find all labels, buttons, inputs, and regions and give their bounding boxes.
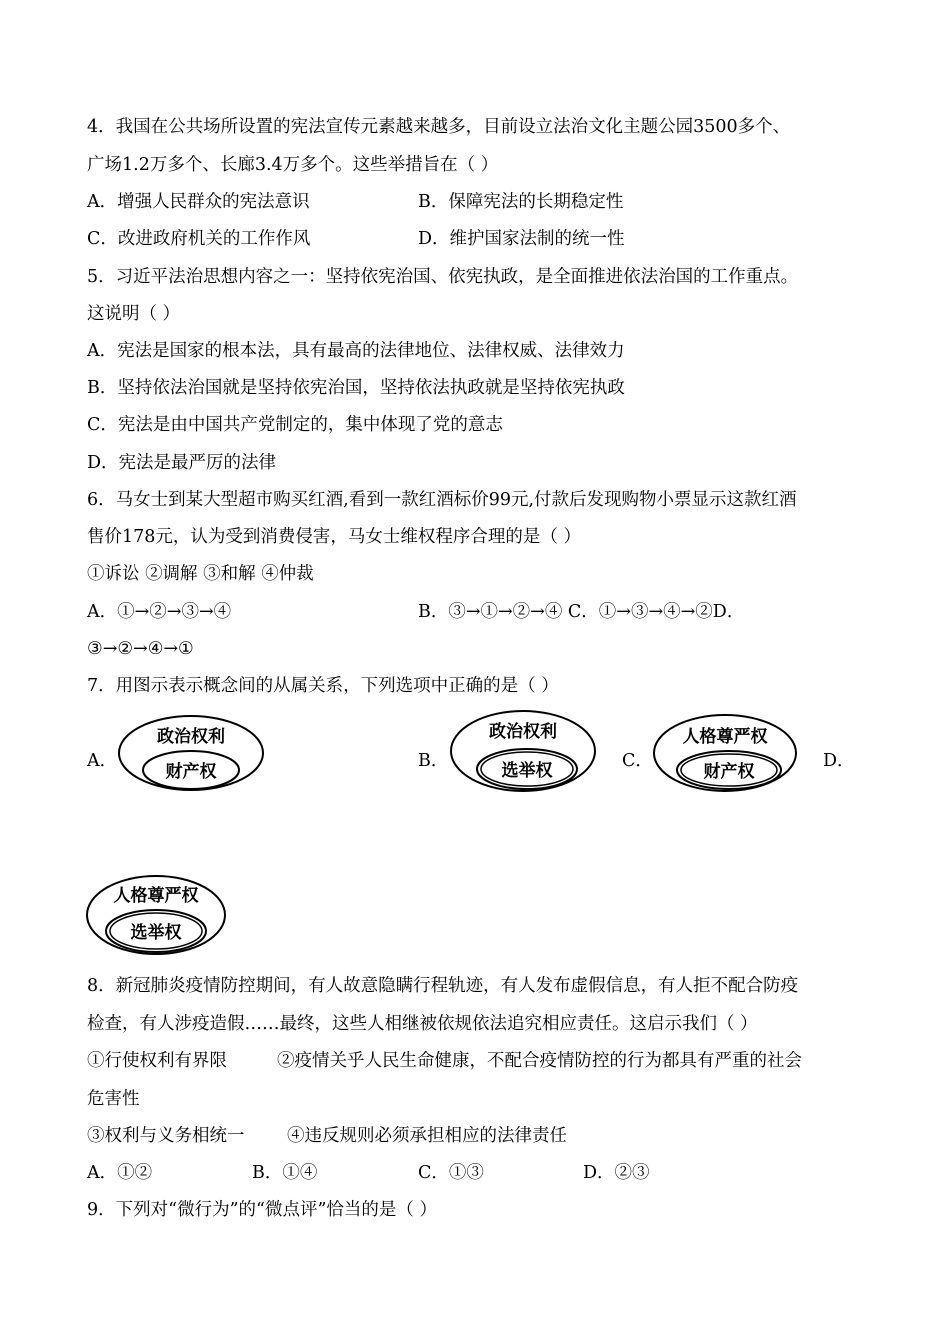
q7-option-b-label: B．: [418, 751, 449, 771]
q7-diagram-a-outer-label: 政治权利: [157, 727, 225, 747]
q8-stem-line1: 8．新冠肺炎疫情防控期间，有人故意隐瞒行程轨迹，有人发布虚假信息，有人拒不配合防疫: [87, 976, 799, 996]
q4-stem-line2: 广场1.2万多个、长廊3.4万多个。这些举措旨在（ ）: [87, 155, 499, 175]
q7-diagram-d: [84, 873, 228, 957]
q5-option-d: D．宪法是最严厉的法律: [87, 453, 277, 473]
q4-option-d: D．维护国家法制的统一性: [418, 229, 625, 249]
q8-option-c: C．①③: [418, 1163, 484, 1183]
q6-option-d-cont: ③→②→④→①: [87, 639, 194, 659]
q7-diagram-c-outer-label: 人格尊严权: [682, 727, 768, 747]
q5-option-c: C．宪法是由中国共产党制定的，集中体现了党的意志: [87, 415, 503, 435]
q7-option-a-label: A．: [87, 751, 118, 771]
q7-option-c-label: C．: [622, 751, 653, 771]
q5-stem-line2: 这说明（ ）: [87, 304, 181, 324]
q7-diagram-b-inner-label: 选举权: [501, 761, 553, 781]
q6-stem-line2: 售价178元，认为受到消费侵害，马女士维权程序合理的是（ ）: [87, 527, 581, 547]
q7-stem: 7．用图示表示概念间的从属关系，下列选项中正确的是（ ）: [87, 676, 559, 696]
q5-stem-line1: 5．习近平法治思想内容之一：坚持依宪治国、依宪执政，是全面推进依法治国的工作重点。: [87, 267, 799, 287]
q5-option-a: A．宪法是国家的根本法，具有最高的法律地位、法律权威、法律效力: [87, 341, 625, 361]
q6-items: ①诉讼 ②调解 ③和解 ④仲裁: [87, 564, 314, 584]
q8-item-2-cont: 危害性: [87, 1089, 140, 1109]
q4-option-a: A．增强人民群众的宪法意识: [87, 192, 310, 212]
q7-diagram-c: [651, 711, 799, 793]
q9-stem: 9．下列对“微行为”的“微点评”恰当的是（ ）: [87, 1200, 437, 1220]
q7-diagram-a-inner-label: 财产权: [165, 762, 217, 782]
q8-stem-line2: 检查，有人涉疫造假……最终，这些人相继被依规依法追究相应责任。这启示我们（ ）: [87, 1014, 758, 1034]
q8-option-b: B．①④: [252, 1163, 318, 1183]
q8-item-1: ①行使权利有界限: [87, 1051, 227, 1071]
q8-option-a: A．①②: [87, 1163, 153, 1183]
q6-option-a: A．①→②→③→④: [87, 602, 232, 622]
q6-stem-line1: 6．马女士到某大型超市购买红酒,看到一款红酒标价99元,付款后发现购物小票显示这款红酒: [87, 490, 797, 510]
q6-option-bcd: B．③→①→②→④ C．①→③→④→②D．: [418, 602, 745, 622]
q7-diagram-d-inner-label: 选举权: [130, 923, 182, 943]
q8-item-3: ③权利与义务相统一: [87, 1126, 245, 1146]
q7-diagram-b-outer-label: 政治权利: [489, 722, 557, 742]
q7-diagram-c-inner-label: 财产权: [703, 762, 755, 782]
q4-option-c: C．改进政府机关的工作作风: [87, 229, 311, 249]
q7-option-d-label: D．: [823, 751, 855, 771]
q7-diagram-b: [448, 707, 598, 793]
q8-option-d: D．②③: [583, 1163, 650, 1183]
q7-diagram-d-outer-label: 人格尊严权: [113, 886, 199, 906]
q8-item-4: ④违反规则必须承担相应的法律责任: [287, 1126, 567, 1146]
q7-diagram-a: [116, 713, 266, 793]
q5-option-b: B．坚持依法治国就是坚持依宪治国，坚持依法执政就是坚持依宪执政: [87, 378, 625, 398]
q8-item-2: ②疫情关乎人民生命健康，不配合疫情防控的行为都具有严重的社会: [277, 1051, 802, 1071]
q4-option-b: B．保障宪法的长期稳定性: [418, 192, 624, 212]
q4-stem-line1: 4．我国在公共场所设置的宪法宣传元素越来越多，目前设立法治文化主题公园3500多个、: [87, 117, 791, 137]
